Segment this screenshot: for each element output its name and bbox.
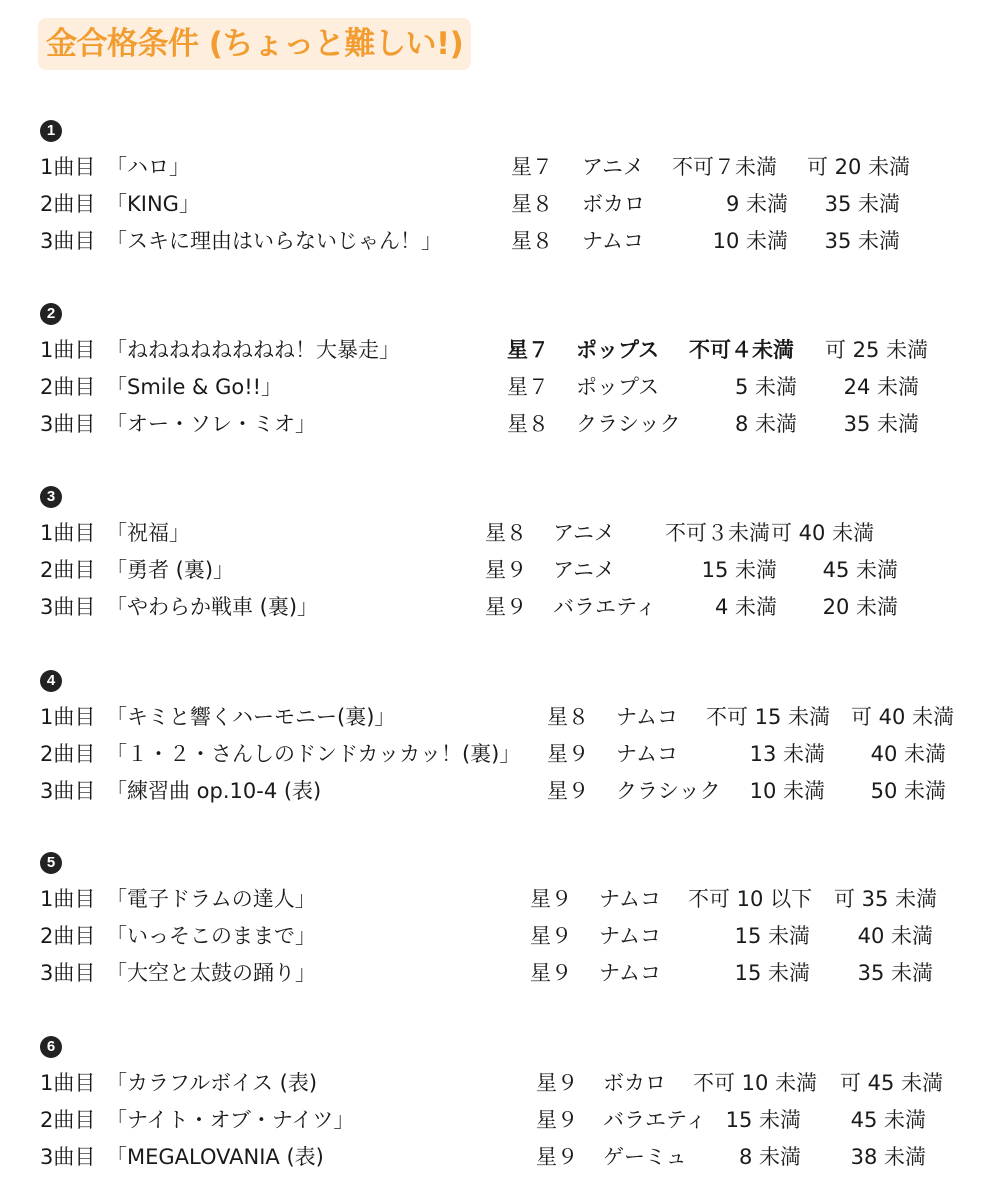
fail-threshold: 不可 10 以下 bbox=[688, 887, 813, 911]
song-genre: ボカロ bbox=[582, 192, 645, 216]
song-star-level: 星９ bbox=[536, 1071, 578, 1095]
song-order: 2曲目 bbox=[40, 742, 96, 766]
song-order: 1曲目 bbox=[40, 705, 96, 729]
song-star-level: 星９ bbox=[536, 1145, 578, 1169]
fail-threshold: 4 未満 bbox=[714, 595, 777, 619]
song-star-level: 星９ bbox=[547, 779, 589, 803]
fail-threshold: 15 未満 bbox=[701, 558, 777, 582]
fail-threshold: 8 未満 bbox=[738, 1145, 801, 1169]
song-star-level: 星９ bbox=[530, 887, 572, 911]
fail-threshold: 15 未満 bbox=[734, 924, 810, 948]
song-star-level: 星８ bbox=[507, 412, 549, 436]
song-genre: ポップス bbox=[576, 375, 660, 399]
song-title: 「キミと響くハーモニー(裏)」 bbox=[106, 705, 396, 729]
song-order: 3曲目 bbox=[40, 412, 96, 436]
song-star-level: 星９ bbox=[530, 924, 572, 948]
song-order: 1曲目 bbox=[40, 887, 96, 911]
fail-threshold: 不可４未満 bbox=[689, 338, 794, 362]
song-star-level: 星９ bbox=[536, 1108, 578, 1132]
song-star-level: 星９ bbox=[530, 961, 572, 985]
fail-threshold: 15 未満 bbox=[725, 1108, 801, 1132]
song-order: 1曲目 bbox=[40, 155, 96, 179]
fail-threshold: 不可 15 未満 bbox=[706, 705, 831, 729]
song-star-level: 星７ bbox=[507, 375, 549, 399]
section-number-badge: 5 bbox=[40, 852, 62, 874]
song-star-level: 星８ bbox=[511, 229, 553, 253]
song-order: 2曲目 bbox=[40, 192, 96, 216]
song-star-level: 星８ bbox=[511, 192, 553, 216]
pass-threshold: 可 35 未満 bbox=[834, 887, 938, 911]
pass-threshold: 35 未満 bbox=[824, 229, 900, 253]
song-title: 「ナイト・オブ・ナイツ」 bbox=[106, 1108, 355, 1132]
section-number-badge: 4 bbox=[40, 670, 62, 692]
fail-threshold: 不可３未満 bbox=[665, 521, 770, 545]
song-order: 2曲目 bbox=[40, 1108, 96, 1132]
fail-threshold: 10 未満 bbox=[712, 229, 788, 253]
pass-threshold: 可 40 未満 bbox=[851, 705, 955, 729]
pass-threshold: 可 20 未満 bbox=[807, 155, 911, 179]
song-genre: クラシック bbox=[576, 412, 681, 436]
song-title: 「ねねねねねねねね！大暴走」 bbox=[106, 338, 400, 362]
song-order: 3曲目 bbox=[40, 779, 96, 803]
song-title: 「ハロ」 bbox=[106, 155, 190, 179]
song-title: 「練習曲 op.10-4 (表) bbox=[106, 779, 322, 803]
fail-threshold: 15 未満 bbox=[734, 961, 810, 985]
song-title: 「電子ドラムの達人」 bbox=[106, 887, 316, 911]
song-order: 2曲目 bbox=[40, 558, 96, 582]
fail-threshold: 5 未満 bbox=[734, 375, 797, 399]
fail-threshold: 13 未満 bbox=[749, 742, 825, 766]
song-genre: ゲーミュ bbox=[603, 1145, 687, 1169]
song-genre: ナムコ bbox=[599, 961, 661, 985]
song-genre: ボカロ bbox=[603, 1071, 666, 1095]
song-order: 1曲目 bbox=[40, 338, 96, 362]
pass-threshold: 24 未満 bbox=[843, 375, 919, 399]
fail-threshold: 9 未満 bbox=[725, 192, 788, 216]
song-genre: アニメ bbox=[582, 155, 644, 179]
song-order: 2曲目 bbox=[40, 375, 96, 399]
song-title: 「KING」 bbox=[106, 192, 200, 216]
pass-threshold: 38 未満 bbox=[850, 1145, 926, 1169]
song-title: 「カラフルボイス (表) bbox=[106, 1071, 318, 1095]
song-order: 3曲目 bbox=[40, 595, 96, 619]
song-title: 「大空と太鼓の踊り」 bbox=[106, 961, 316, 985]
song-genre: ナムコ bbox=[582, 229, 644, 253]
song-star-level: 星８ bbox=[547, 705, 589, 729]
song-genre: バラエティ bbox=[553, 595, 657, 619]
song-star-level: 星８ bbox=[485, 521, 527, 545]
song-order: 2曲目 bbox=[40, 924, 96, 948]
song-genre: ポップス bbox=[576, 338, 660, 362]
song-genre: クラシック bbox=[616, 779, 721, 803]
song-order: 1曲目 bbox=[40, 1071, 96, 1095]
song-title: 「Smile & Go!!」 bbox=[106, 375, 283, 399]
pass-threshold: 可 25 未満 bbox=[825, 338, 929, 362]
song-star-level: 星９ bbox=[547, 742, 589, 766]
fail-threshold: 8 未満 bbox=[734, 412, 797, 436]
pass-threshold: 40 未満 bbox=[857, 924, 933, 948]
section-number-badge: 6 bbox=[40, 1036, 62, 1058]
song-title: 「１・２・さんしのドンドカッカッ！(裏)」 bbox=[106, 742, 521, 766]
song-genre: アニメ bbox=[553, 558, 615, 582]
song-order: 3曲目 bbox=[40, 961, 96, 985]
pass-threshold: 可 40 未満 bbox=[771, 521, 875, 545]
song-title: 「やわらか戦車 (裏)」 bbox=[106, 595, 319, 619]
fail-threshold: 不可７未満 bbox=[672, 155, 777, 179]
section-number-badge: 2 bbox=[40, 303, 62, 325]
section-number-badge: 1 bbox=[40, 120, 62, 142]
song-order: 3曲目 bbox=[40, 229, 96, 253]
section-number-badge: 3 bbox=[40, 486, 62, 508]
song-star-level: 星９ bbox=[485, 595, 527, 619]
song-order: 3曲目 bbox=[40, 1145, 96, 1169]
pass-threshold: 可 45 未満 bbox=[840, 1071, 944, 1095]
song-genre: ナムコ bbox=[616, 742, 678, 766]
pass-threshold: 20 未満 bbox=[822, 595, 898, 619]
song-star-level: 星９ bbox=[485, 558, 527, 582]
song-genre: ナムコ bbox=[599, 887, 661, 911]
fail-threshold: 10 未満 bbox=[749, 779, 825, 803]
song-title: 「祝福」 bbox=[106, 521, 190, 545]
pass-threshold: 35 未満 bbox=[857, 961, 933, 985]
page-title: 金合格条件 (ちょっと難しい!) bbox=[38, 18, 471, 70]
song-genre: ナムコ bbox=[599, 924, 661, 948]
song-star-level: 星７ bbox=[511, 155, 553, 179]
pass-threshold: 50 未満 bbox=[870, 779, 946, 803]
song-star-level: 星７ bbox=[507, 338, 549, 362]
song-title: 「いっそこのままで」 bbox=[106, 924, 316, 948]
song-title: 「MEGALOVANIA (表) bbox=[106, 1145, 324, 1169]
pass-threshold: 45 未満 bbox=[822, 558, 898, 582]
pass-threshold: 40 未満 bbox=[870, 742, 946, 766]
song-genre: バラエティ bbox=[603, 1108, 707, 1132]
pass-threshold: 35 未満 bbox=[843, 412, 919, 436]
song-title: 「スキに理由はいらないじゃん！」 bbox=[106, 229, 442, 253]
song-title: 「勇者 (裏)」 bbox=[106, 558, 235, 582]
pass-threshold: 45 未満 bbox=[850, 1108, 926, 1132]
song-genre: ナムコ bbox=[616, 705, 678, 729]
song-title: 「オー・ソレ・ミオ」 bbox=[106, 412, 316, 436]
pass-threshold: 35 未満 bbox=[824, 192, 900, 216]
song-order: 1曲目 bbox=[40, 521, 96, 545]
fail-threshold: 不可 10 未満 bbox=[693, 1071, 818, 1095]
song-genre: アニメ bbox=[553, 521, 615, 545]
